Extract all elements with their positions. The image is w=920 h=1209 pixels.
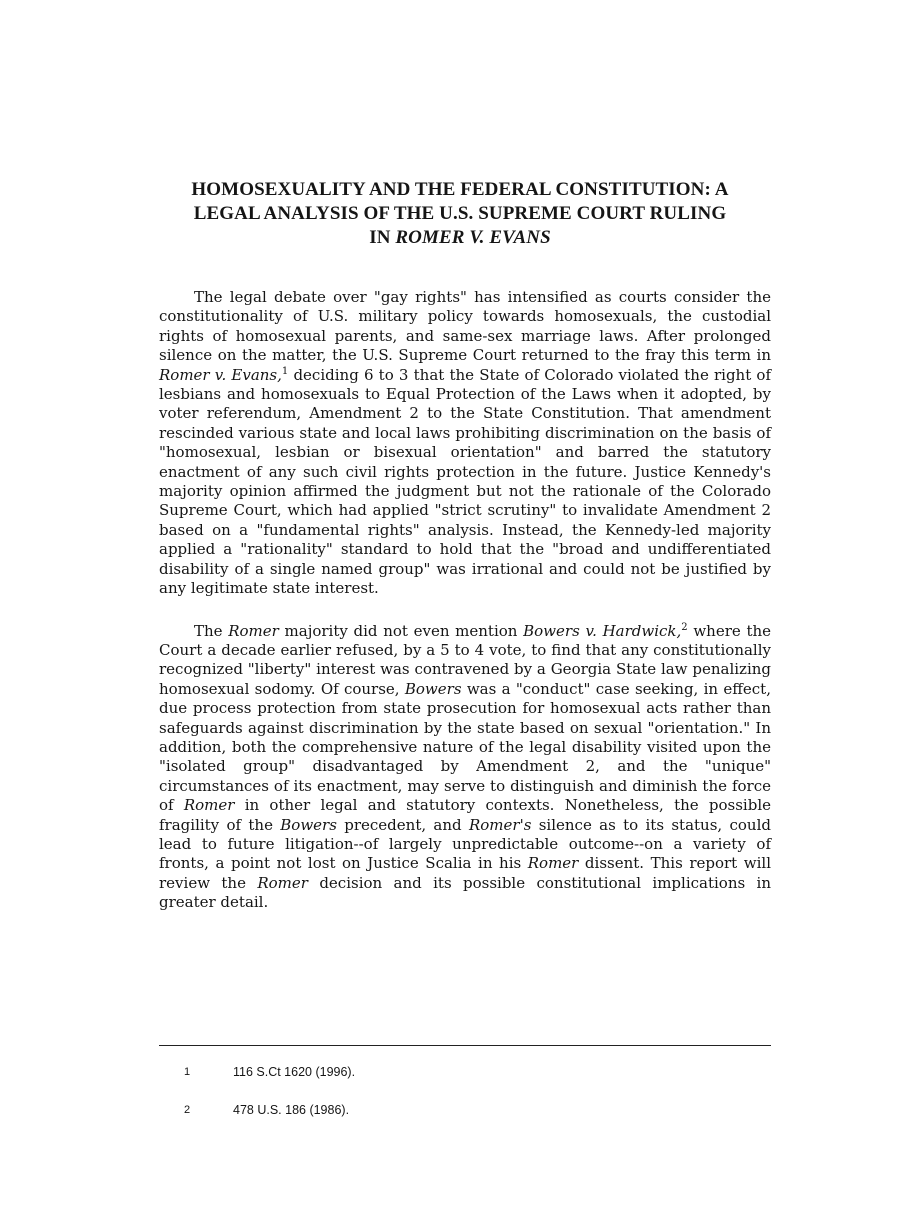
- footnote-ref-1[interactable]: 1: [281, 365, 289, 377]
- paragraph-2-text-g: silence as to its status, could lead to future litigation--of largely unpredictable outcome--on a variety of fronts, a point not lost on Justice Scalia in his: [159, 815, 771, 873]
- footnote-1: [184, 1064, 355, 1080]
- paragraph-2-text-i: decision and its possible constitutional implications in greater detail.: [159, 873, 771, 912]
- footnote-2-text: 478 U.S. 186 (1986).: [233, 1103, 350, 1117]
- footnote-2-number: 2: [184, 1104, 191, 1116]
- document-body: [159, 288, 771, 913]
- paragraph-2-text-e: in other legal and statutory contexts. Nonetheless, the possible fragility of the: [159, 796, 771, 834]
- paragraph-2-text-c: where the Court a decade earlier refused, by a 5 to 4 vote, to find that any constitutionally recognized "liberty" interest was contravened by a Georgia State law penalizing homosexual sodomy. Of course,: [159, 621, 772, 698]
- footnote-2: [184, 1102, 349, 1118]
- case-name-title: ROMER V. EVANS: [395, 227, 551, 248]
- paragraph-2-text-a: The: [194, 621, 229, 640]
- case-name-romer: Romer: [527, 854, 579, 873]
- document-title: [140, 178, 780, 250]
- paragraph-2: [159, 622, 771, 913]
- footnote-1-number: 1: [184, 1066, 191, 1078]
- footnote-separator: [159, 1045, 771, 1046]
- case-citation-bowers: Bowers v. Hardwick,: [523, 621, 682, 640]
- paragraph-1-text-b: deciding 6 to 3 that the State of Colorado violated the right of lesbians and homosexuals to Equal Protection of the Laws when it adopted, by voter referendum, Amendment 2 to the State Constitution. That amendment rescinded various state and local laws prohibiting discrimination on the basis of "homosexual, lesbian or bisexual orientation" and barred the statutory enactment of any such civil rights protection in the future. Justice Kennedy's majority opinion affirmed the judgment but not the rationale of the Colorado Supreme Court, which had applied "strict scrutiny" to invalidate Amendment 2 based on a "fundamental rights" analysis. Instead, the Kennedy-led majority applied a "rationality" standard to hold that the "broad and undifferentiated disability of a single named group" was irrational and could not be justified by any legitimate state interest.: [159, 365, 772, 598]
- title-line-1: HOMOSEXUALITY AND THE FEDERAL CONSTITUTION: A: [191, 179, 729, 200]
- footnote-1-text: 116 S.Ct 1620 (1996).: [233, 1065, 356, 1079]
- paragraph-1: [159, 288, 771, 599]
- title-line-2: LEGAL ANALYSIS OF THE U.S. SUPREME COURT RULING: [193, 203, 727, 224]
- case-name-romer: Romer: [228, 621, 279, 640]
- paragraph-2-text-f: precedent, and: [336, 815, 469, 834]
- footnote-ref-2[interactable]: 2: [681, 621, 688, 633]
- case-name-bowers: Bowers: [280, 815, 337, 834]
- paragraph-2-text-d: was a "conduct" case seeking, in effect, due process protection from state prosecution for homosexual acts rather than safeguards against discrimination by the state based on sexual "orientation." In addition, both the comprehensive nature of the legal disability visited upon the "isolated group" disadvantaged by Amendment 2, and the "unique" circumstances of its enactment, may serve to distinguish and diminish the force of: [159, 679, 771, 815]
- case-name-romers: Romer's: [468, 815, 532, 834]
- title-line-3: [140, 226, 780, 250]
- paragraph-2-text-h: dissent. This report will review the: [159, 854, 771, 892]
- case-name-romer: Romer: [257, 873, 308, 892]
- case-name-bowers: Bowers: [404, 679, 462, 698]
- case-name-romer: Romer: [183, 796, 235, 815]
- title-line-3-prefix: IN: [369, 227, 396, 248]
- case-citation-romer: Romer v. Evans,: [159, 365, 282, 384]
- paragraph-1-text-a: The legal debate over "gay rights" has intensified as courts consider the constitutionality of U.S. military policy towards homosexuals, the custodial rights of homosexual parents, and same-sex marriage laws. After prolonged silence on the matter, the U.S. Supreme Court returned to the fray this term in: [159, 288, 771, 365]
- paragraph-2-text-b: majority did not even mention: [278, 621, 524, 640]
